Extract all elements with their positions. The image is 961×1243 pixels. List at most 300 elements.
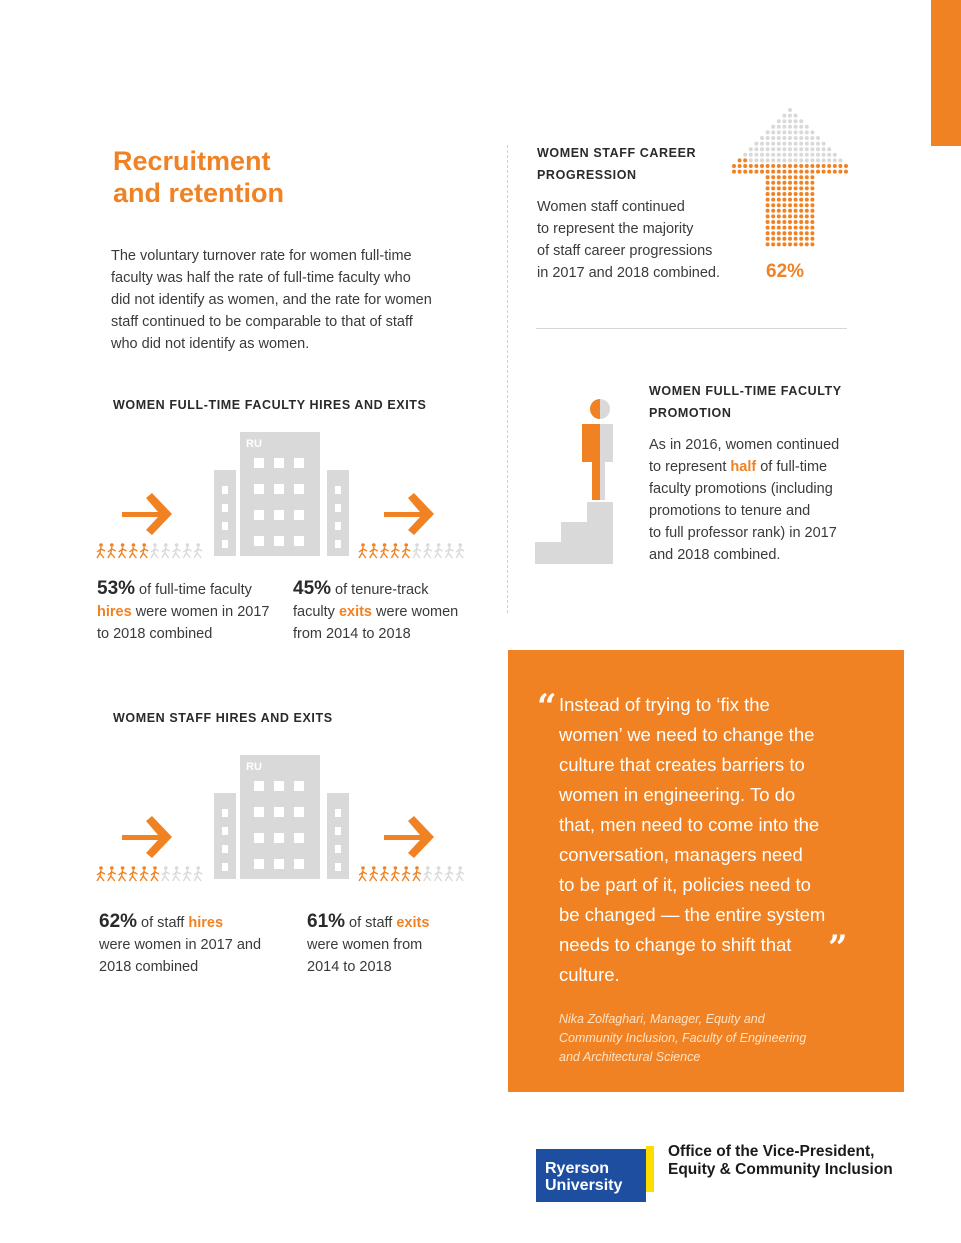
logo-text xyxy=(545,1160,622,1194)
arrow-dot xyxy=(810,214,814,218)
arrow-dot xyxy=(805,125,809,129)
office-line-1: Office of the Vice-President, xyxy=(668,1143,875,1160)
person-icon xyxy=(129,543,137,558)
arrow-dot xyxy=(822,158,826,162)
person-icon xyxy=(435,543,443,558)
arrow-dot xyxy=(743,158,747,162)
intro-line: who did not identify as women. xyxy=(111,336,310,352)
stat-line: were women in 2017 and xyxy=(99,937,262,953)
intro-line: staff continued to be comparable to that of staff xyxy=(111,314,413,330)
promotion-body-line: to full professor rank) in 2017 xyxy=(649,525,837,541)
staff-hires-exits-figure xyxy=(94,753,474,889)
arrow-dot xyxy=(799,192,803,196)
person-icon xyxy=(194,543,202,558)
promotion-podium-icon xyxy=(535,396,615,564)
quote-line: conversation, managers need xyxy=(559,844,803,865)
person-icon xyxy=(445,543,453,558)
stat-line xyxy=(293,578,458,601)
stat-line xyxy=(307,911,429,934)
person-icon xyxy=(359,866,367,881)
arrow-dot xyxy=(810,142,814,146)
promotion-heading xyxy=(649,380,842,424)
person-icon xyxy=(359,543,367,558)
arrow-dot xyxy=(777,181,781,185)
arrow-dot xyxy=(810,220,814,224)
title-line-1: Recruitment xyxy=(113,146,271,176)
career-body-line: of staff career progressions xyxy=(537,243,713,259)
arrow-dot xyxy=(754,142,758,146)
person-icon xyxy=(129,866,137,881)
arrow-dot xyxy=(771,181,775,185)
arrow-dot xyxy=(799,242,803,246)
arrow-dot xyxy=(771,209,775,213)
logo-line-2: University xyxy=(545,1177,623,1194)
quote-line: needs to change to shift that xyxy=(559,934,792,955)
arrow-dot xyxy=(799,226,803,230)
arrow-dot xyxy=(810,181,814,185)
arrow-dot xyxy=(805,164,809,168)
quote-line: women’ we need to change the xyxy=(559,724,815,745)
person-icon xyxy=(413,543,421,558)
arrow-dot xyxy=(799,170,803,174)
arrow-dot xyxy=(782,142,786,146)
arrow-dot xyxy=(833,158,837,162)
arrow-dot xyxy=(805,231,809,235)
person-icon xyxy=(173,866,181,881)
hires-people-row xyxy=(97,866,202,881)
promotion-body-line: and 2018 combined. xyxy=(649,547,781,563)
arrow-dot xyxy=(810,242,814,246)
arrow-dot xyxy=(799,237,803,241)
arrow-dot xyxy=(788,153,792,157)
arrow-dot xyxy=(782,153,786,157)
staff-hires-stat xyxy=(99,911,261,978)
arrow-dot xyxy=(782,220,786,224)
arrow-dot xyxy=(754,153,758,157)
arrow-dot xyxy=(782,209,786,213)
person-head-orange xyxy=(590,399,600,419)
arrow-dot xyxy=(782,114,786,118)
promotion-body xyxy=(649,434,839,566)
arrow-dot xyxy=(771,237,775,241)
staff-heading: WOMEN STAFF HIRES AND EXITS xyxy=(113,711,333,725)
stat-line: 2014 to 2018 xyxy=(307,959,392,975)
arrow-dot xyxy=(743,170,747,174)
attribution-line: Community Inclusion, Faculty of Engineering xyxy=(559,1031,807,1045)
arrow-dot xyxy=(782,231,786,235)
promotion-text: to represent xyxy=(649,459,731,475)
open-quote-icon: “ xyxy=(537,687,557,727)
person-icon xyxy=(435,866,443,881)
arrow-dot xyxy=(766,142,770,146)
arrow-dot xyxy=(749,147,753,151)
arrow-dot xyxy=(777,203,781,207)
arrow-dot xyxy=(805,142,809,146)
person-icon xyxy=(183,866,191,881)
arrow-dot xyxy=(805,192,809,196)
arrow-dot xyxy=(771,153,775,157)
person-icon xyxy=(381,543,389,558)
arrow-dot xyxy=(810,209,814,213)
arrow-dot xyxy=(766,231,770,235)
arrow-dot xyxy=(794,153,798,157)
arrow-dot xyxy=(794,142,798,146)
arrow-dot xyxy=(771,242,775,246)
arrow-dot xyxy=(794,231,798,235)
arrow-dot xyxy=(766,214,770,218)
arrow-dot xyxy=(794,130,798,134)
stat-line: from 2014 to 2018 xyxy=(293,626,411,642)
career-body-line: Women staff continued xyxy=(537,199,685,215)
page-title xyxy=(113,145,284,209)
arrow-dot xyxy=(788,203,792,207)
arrow-dot xyxy=(760,158,764,162)
arrow-dot xyxy=(766,237,770,241)
arrow-dot xyxy=(777,164,781,168)
arrow-dot xyxy=(766,226,770,230)
person-icon xyxy=(151,866,159,881)
arrow-dot xyxy=(782,214,786,218)
person-icon xyxy=(370,543,378,558)
arrow-dot xyxy=(816,153,820,157)
arrow-dot xyxy=(810,226,814,230)
arrow-dot xyxy=(788,114,792,118)
arrow-dot xyxy=(777,142,781,146)
arrow-dot xyxy=(794,164,798,168)
arrow-dot xyxy=(777,153,781,157)
arrow-dot xyxy=(782,237,786,241)
person-icon xyxy=(108,866,116,881)
arrow-dot xyxy=(810,153,814,157)
arrow-dot xyxy=(805,130,809,134)
building-label: RU xyxy=(246,761,262,773)
arrow-dot xyxy=(794,147,798,151)
arrow-dot xyxy=(766,209,770,213)
arrow-dot xyxy=(771,226,775,230)
arrow-dot xyxy=(805,181,809,185)
arrow-dot xyxy=(749,158,753,162)
arrow-in-icon xyxy=(122,816,172,858)
title-line-2: and retention xyxy=(113,178,285,208)
arrow-dot xyxy=(799,214,803,218)
stat-text: of full-time faculty xyxy=(135,582,252,598)
arrow-dot xyxy=(738,164,742,168)
stat-text: of staff xyxy=(137,915,189,931)
arrow-dot xyxy=(743,164,747,168)
intro-line: did not identify as women, and the rate for women xyxy=(111,292,432,308)
faculty-heading: WOMEN FULL-TIME FACULTY HIRES AND EXITS xyxy=(113,398,427,412)
promotion-body-line: promotions to tenure and xyxy=(649,503,811,519)
arrow-dot xyxy=(833,153,837,157)
person-icon xyxy=(119,866,127,881)
arrow-dot xyxy=(749,164,753,168)
arrow-dot xyxy=(771,147,775,151)
arrow-dot xyxy=(788,164,792,168)
quote-attribution xyxy=(559,1010,849,1067)
arrow-dot xyxy=(771,130,775,134)
arrow-dot xyxy=(782,203,786,207)
arrow-dot xyxy=(799,186,803,190)
arrow-dot xyxy=(822,170,826,174)
arrow-dot xyxy=(766,170,770,174)
stat-line xyxy=(293,601,458,623)
staff-hires-value: 62% xyxy=(99,911,138,932)
stat-highlight: hires xyxy=(188,915,224,931)
arrow-dot xyxy=(782,186,786,190)
person-icon xyxy=(456,543,464,558)
arrow-dot xyxy=(771,220,775,224)
arrow-dot xyxy=(782,158,786,162)
arrow-dot xyxy=(777,214,781,218)
arrow-dot xyxy=(816,164,820,168)
arrow-dot xyxy=(822,142,826,146)
arrow-dot xyxy=(810,231,814,235)
arrow-dot xyxy=(838,164,842,168)
arrow-dot xyxy=(760,164,764,168)
arrow-dot xyxy=(782,198,786,202)
stat-highlight: exits xyxy=(338,604,372,620)
arrow-dot xyxy=(771,214,775,218)
arrow-dot xyxy=(782,192,786,196)
career-body-line: in 2017 and 2018 combined. xyxy=(537,265,721,281)
arrow-dot xyxy=(799,153,803,157)
arrow-dot xyxy=(760,147,764,151)
arrow-dot xyxy=(794,237,798,241)
stat-line xyxy=(97,578,270,601)
arrow-dot xyxy=(810,158,814,162)
arrow-dot xyxy=(805,136,809,140)
arrow-dot xyxy=(788,214,792,218)
arrow-out-icon xyxy=(384,816,434,858)
arrow-dot xyxy=(844,164,848,168)
ryerson-logo xyxy=(536,1149,646,1202)
arrow-dot xyxy=(771,231,775,235)
person-icon xyxy=(194,866,202,881)
faculty-exits-value: 45% xyxy=(293,578,332,599)
arrow-dot xyxy=(838,170,842,174)
stat-text: of tenure-track xyxy=(331,582,429,598)
arrow-dot xyxy=(788,231,792,235)
arrow-dot xyxy=(766,153,770,157)
career-body xyxy=(537,196,720,284)
intro-line: faculty was half the rate of full-time faculty who xyxy=(111,270,411,286)
podium-steps xyxy=(535,502,613,564)
arrow-dot xyxy=(738,158,742,162)
arrow-dot xyxy=(788,130,792,134)
arrow-dot xyxy=(771,125,775,129)
arrow-dot xyxy=(766,158,770,162)
person-body-orange xyxy=(582,424,600,500)
promotion-body-line: faculty promotions (including xyxy=(649,481,833,497)
staff-exits-value: 61% xyxy=(307,911,346,932)
arrow-dot xyxy=(777,231,781,235)
arrow-dot xyxy=(799,209,803,213)
person-icon xyxy=(402,866,410,881)
person-icon xyxy=(413,866,421,881)
faculty-exits-stat xyxy=(293,578,458,645)
person-icon xyxy=(97,543,105,558)
arrow-dot xyxy=(777,158,781,162)
arrow-dot xyxy=(760,153,764,157)
arrow-dot xyxy=(749,153,753,157)
person-icon xyxy=(370,866,378,881)
arrow-dot xyxy=(788,198,792,202)
arrow-dot xyxy=(833,170,837,174)
arrow-dot xyxy=(782,130,786,134)
arrow-dot xyxy=(788,158,792,162)
arrow-dot xyxy=(805,220,809,224)
office-name xyxy=(668,1143,893,1179)
arrow-dot xyxy=(766,220,770,224)
arrow-dot xyxy=(810,130,814,134)
quote-line: that, men need to come into the xyxy=(559,814,820,835)
person-body-grey xyxy=(600,424,613,500)
arrow-dot xyxy=(777,209,781,213)
arrow-dot xyxy=(777,175,781,179)
arrow-dot xyxy=(782,226,786,230)
quote-line: women in engineering. To do xyxy=(559,784,796,805)
arrow-dot xyxy=(805,203,809,207)
arrow-dot xyxy=(788,170,792,174)
arrow-dot xyxy=(766,192,770,196)
stat-line: to 2018 combined xyxy=(97,626,213,642)
arrow-dot xyxy=(810,175,814,179)
arrow-dot xyxy=(766,181,770,185)
arrow-dot xyxy=(805,170,809,174)
person-icon xyxy=(119,543,127,558)
arrow-dot xyxy=(777,237,781,241)
arrow-dot xyxy=(732,164,736,168)
arrow-dot xyxy=(749,170,753,174)
arrow-dot xyxy=(771,186,775,190)
arrow-dot xyxy=(777,198,781,202)
arrow-dot xyxy=(794,220,798,224)
promotion-body-line xyxy=(649,456,839,478)
arrow-dot xyxy=(771,158,775,162)
arrow-dot xyxy=(782,147,786,151)
arrow-dot xyxy=(754,147,758,151)
office-line-2: Equity & Community Inclusion xyxy=(668,1161,893,1178)
arrow-dot xyxy=(799,164,803,168)
arrow-dot xyxy=(799,231,803,235)
arrow-dot xyxy=(771,203,775,207)
person-icon xyxy=(391,543,399,558)
arrow-dot xyxy=(810,186,814,190)
arrow-dot xyxy=(799,203,803,207)
arrow-dot xyxy=(799,136,803,140)
arrow-dot xyxy=(827,147,831,151)
arrow-dot xyxy=(816,170,820,174)
arrow-dot xyxy=(788,226,792,230)
promotion-heading-line-1: WOMEN FULL-TIME FACULTY xyxy=(649,384,842,398)
intro-paragraph xyxy=(111,245,456,355)
arrow-dot xyxy=(766,147,770,151)
hires-people-row xyxy=(97,543,202,558)
arrow-dot xyxy=(777,136,781,140)
person-icon xyxy=(424,866,432,881)
arrow-dot xyxy=(805,214,809,218)
close-quote-icon: ” xyxy=(828,928,848,968)
arrow-dot xyxy=(794,136,798,140)
arrow-dot xyxy=(816,142,820,146)
arrow-dot xyxy=(766,198,770,202)
arrow-dot xyxy=(794,186,798,190)
arrow-dot xyxy=(844,170,848,174)
arrow-dot xyxy=(794,203,798,207)
quote-text xyxy=(559,690,859,990)
arrow-dot xyxy=(766,242,770,246)
arrow-dot xyxy=(766,164,770,168)
arrow-dot xyxy=(777,220,781,224)
stat-highlight: hires xyxy=(97,604,132,620)
faculty-hires-exits-figure xyxy=(94,430,474,566)
quote-box xyxy=(508,650,904,1092)
person-icon xyxy=(162,866,170,881)
arrow-dot xyxy=(782,181,786,185)
arrow-dot xyxy=(777,242,781,246)
exits-people-row xyxy=(359,543,464,558)
intro-line: The voluntary turnover rate for women full-time xyxy=(111,248,412,264)
person-icon xyxy=(97,866,105,881)
arrow-dot xyxy=(799,147,803,151)
arrow-dot xyxy=(788,142,792,146)
arrow-dot xyxy=(805,186,809,190)
arrow-in-icon xyxy=(122,493,172,535)
person-icon xyxy=(151,543,159,558)
arrow-dot xyxy=(766,130,770,134)
arrow-dot xyxy=(766,175,770,179)
promotion-highlight: half xyxy=(730,459,757,475)
arrow-dot xyxy=(827,158,831,162)
stat-highlight: exits xyxy=(396,915,430,931)
arrow-dot xyxy=(794,181,798,185)
arrow-dot xyxy=(794,198,798,202)
arrow-dot xyxy=(766,136,770,140)
arrow-dot xyxy=(799,142,803,146)
person-icon xyxy=(456,866,464,881)
arrow-dot xyxy=(782,170,786,174)
quote-line: Instead of trying to ‘fix the xyxy=(559,694,770,715)
arrow-dot xyxy=(777,226,781,230)
career-heading-line-1: WOMEN STAFF CAREER xyxy=(537,146,697,160)
arrow-dot xyxy=(799,119,803,123)
promotion-text: of full-time xyxy=(756,459,828,475)
arrow-dot xyxy=(794,175,798,179)
career-heading-line-2: PROGRESSION xyxy=(537,168,637,182)
career-heading xyxy=(537,142,696,186)
arrow-dot xyxy=(810,237,814,241)
arrow-dot xyxy=(782,125,786,129)
arrow-dot xyxy=(760,170,764,174)
stat-line xyxy=(97,601,270,623)
arrow-dot xyxy=(782,136,786,140)
arrow-dot xyxy=(794,119,798,123)
quote-line: culture. xyxy=(559,964,620,985)
arrow-dot xyxy=(766,186,770,190)
stat-text: of staff xyxy=(345,915,397,931)
arrow-dot xyxy=(788,147,792,151)
arrow-dot xyxy=(754,170,758,174)
attribution-line: Nika Zolfaghari, Manager, Equity and xyxy=(559,1012,765,1026)
horizontal-divider xyxy=(536,328,847,329)
arrow-dot xyxy=(788,125,792,129)
arrow-dot xyxy=(777,130,781,134)
arrow-dot xyxy=(771,142,775,146)
person-icon xyxy=(140,866,148,881)
arrow-dot xyxy=(805,209,809,213)
person-icon xyxy=(108,543,116,558)
arrow-dot xyxy=(766,203,770,207)
